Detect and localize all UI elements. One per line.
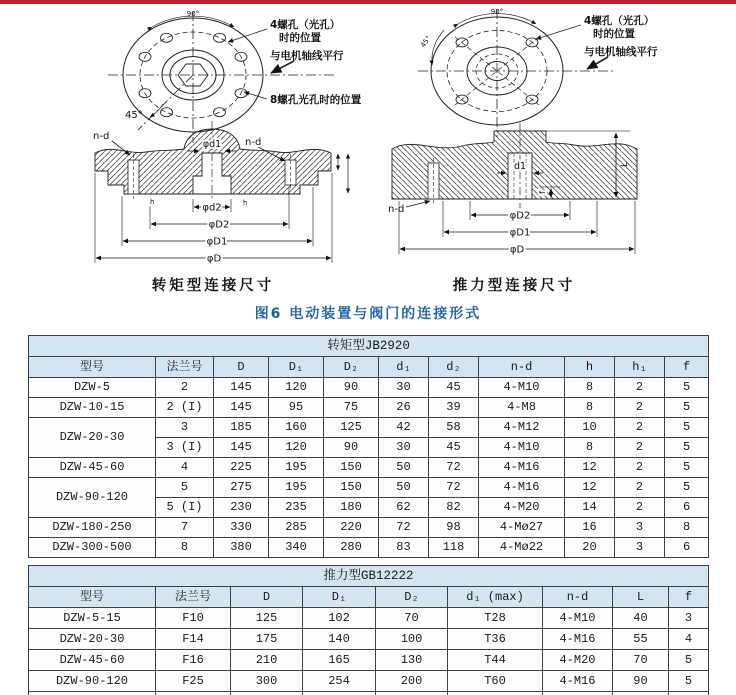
- dim-D2-label: φD2: [208, 219, 230, 231]
- table-row: [29, 608, 709, 629]
- data-cell: 4-M16: [543, 671, 613, 692]
- clipped-cell: [376, 692, 448, 695]
- torque-spec-table: [28, 335, 709, 558]
- data-cell: 6: [665, 538, 709, 558]
- data-cell: 16: [565, 518, 615, 538]
- thrust-spec-table: [28, 565, 709, 695]
- data-cell: 120: [269, 378, 324, 398]
- data-cell: 145: [214, 438, 269, 458]
- column-header: f: [665, 357, 709, 378]
- annotation-8holes: 8螺孔光孔时的位置: [270, 94, 362, 106]
- data-cell: F10: [156, 608, 231, 629]
- dim-nd-right-label: n-d: [245, 137, 262, 148]
- data-cell: 5 (I): [156, 498, 214, 518]
- data-cell: 2: [615, 438, 665, 458]
- dim-h-right-label: h: [243, 199, 248, 207]
- column-header: 法兰号: [156, 357, 214, 378]
- clipped-cell: [303, 692, 376, 695]
- dim-L-label: L: [620, 161, 630, 167]
- clipped-cell: [543, 692, 613, 695]
- data-cell: 58: [429, 418, 479, 438]
- data-cell: 2: [615, 418, 665, 438]
- model-cell: DZW-20-30: [29, 629, 156, 650]
- data-cell: 330: [214, 518, 269, 538]
- table-row: [29, 650, 709, 671]
- data-cell: 26: [379, 398, 429, 418]
- clipped-cell: [448, 692, 543, 695]
- clipped-cell: [613, 692, 669, 695]
- data-cell: 165: [303, 650, 376, 671]
- figure-area: [0, 3, 736, 303]
- column-header: n-d: [543, 587, 613, 608]
- data-cell: 2: [615, 478, 665, 498]
- data-cell: 4-M20: [479, 498, 565, 518]
- clipped-cell: [231, 692, 303, 695]
- data-cell: 185: [214, 418, 269, 438]
- angle-90-label: 90°: [186, 10, 200, 18]
- data-cell: 254: [303, 671, 376, 692]
- data-cell: 130: [376, 650, 448, 671]
- data-cell: 200: [376, 671, 448, 692]
- thrust-flange-top-view: [418, 9, 614, 137]
- dim-h-left-label: h: [150, 198, 155, 206]
- data-cell: 125: [231, 608, 303, 629]
- data-cell: 82: [429, 498, 479, 518]
- data-cell: 2: [615, 378, 665, 398]
- table-row: [29, 518, 709, 538]
- model-cell: DZW-45-60: [29, 458, 156, 478]
- data-cell: 4: [669, 629, 709, 650]
- data-cell: 8: [565, 438, 615, 458]
- data-cell: 5: [665, 418, 709, 438]
- data-cell: 2: [615, 498, 665, 518]
- dim-nd-left-label: n-d: [93, 131, 110, 142]
- annotation-4holes-line1: 4螺孔（光孔）: [584, 15, 655, 27]
- data-cell: 5: [665, 398, 709, 418]
- data-cell: 8: [665, 518, 709, 538]
- data-cell: 8: [565, 378, 615, 398]
- data-cell: 5: [669, 650, 709, 671]
- clipped-cell: [29, 692, 156, 695]
- data-cell: 150: [324, 478, 379, 498]
- data-cell: 12: [565, 478, 615, 498]
- column-header: d₂: [429, 357, 479, 378]
- dim-D1-label: φD1: [206, 236, 228, 248]
- data-cell: 5: [665, 378, 709, 398]
- data-cell: 4-M10: [543, 608, 613, 629]
- dim-D2-label: φD2: [509, 210, 531, 222]
- column-header: D: [214, 357, 269, 378]
- column-header: D: [231, 587, 303, 608]
- data-cell: 225: [214, 458, 269, 478]
- model-cell: DZW-90-120: [29, 671, 156, 692]
- data-cell: 4-Mø22: [479, 538, 565, 558]
- model-cell: DZW-45-60: [29, 650, 156, 671]
- data-cell: 42: [379, 418, 429, 438]
- data-cell: 50: [379, 478, 429, 498]
- data-cell: 4-M20: [543, 650, 613, 671]
- torque-section-view: [93, 121, 348, 294]
- column-header: D₂: [324, 357, 379, 378]
- column-header: h₁: [615, 357, 665, 378]
- annotation-parallel: 与电机轴线平行: [584, 46, 658, 58]
- data-cell: 72: [429, 458, 479, 478]
- table-row: [29, 378, 709, 398]
- data-cell: 160: [269, 418, 324, 438]
- column-header: 型号: [29, 357, 156, 378]
- column-header: 法兰号: [156, 587, 231, 608]
- data-cell: 120: [269, 438, 324, 458]
- dim-D1-label: φD1: [509, 227, 531, 239]
- clipped-cell: [669, 692, 709, 695]
- annotation-4holes-line2: 时的位置: [279, 32, 321, 44]
- angle-45-label: 45°: [419, 34, 433, 50]
- data-cell: 30: [379, 378, 429, 398]
- data-cell: 2: [615, 458, 665, 478]
- data-cell: 83: [379, 538, 429, 558]
- table-row: [29, 629, 709, 650]
- data-cell: 30: [379, 438, 429, 458]
- model-cell: DZW-5: [29, 378, 156, 398]
- data-cell: 8: [156, 538, 214, 558]
- dim-nd-label: n-d: [388, 204, 405, 215]
- data-cell: 150: [324, 458, 379, 478]
- data-cell: 145: [214, 398, 269, 418]
- model-cell: DZW-90-120: [29, 478, 156, 518]
- dim-D-label: φD: [206, 253, 222, 265]
- table-row: [29, 671, 709, 692]
- data-cell: 140: [303, 629, 376, 650]
- technical-drawing: [0, 3, 736, 303]
- data-cell: 10: [565, 418, 615, 438]
- model-cell: DZW-180-250: [29, 518, 156, 538]
- data-cell: 98: [429, 518, 479, 538]
- data-cell: 6: [665, 498, 709, 518]
- dim-D-label: φD: [509, 244, 525, 256]
- header-row: [29, 587, 709, 608]
- data-cell: 220: [324, 518, 379, 538]
- table-title: 推力型GB12222: [29, 566, 709, 587]
- data-cell: 380: [214, 538, 269, 558]
- header-row: [29, 357, 709, 378]
- data-cell: 5: [665, 438, 709, 458]
- column-header: D₁: [303, 587, 376, 608]
- table-row: [29, 398, 709, 418]
- data-cell: 5: [669, 671, 709, 692]
- column-header: d₁ (max): [448, 587, 543, 608]
- data-cell: 5: [156, 478, 214, 498]
- data-cell: F14: [156, 629, 231, 650]
- dim-d1-label: φd1: [202, 139, 222, 150]
- data-cell: T28: [448, 608, 543, 629]
- data-cell: 100: [376, 629, 448, 650]
- column-header: h: [565, 357, 615, 378]
- model-cell: DZW-300-500: [29, 538, 156, 558]
- data-cell: 145: [214, 378, 269, 398]
- clipped-row: [29, 692, 709, 695]
- data-cell: 3: [669, 608, 709, 629]
- data-cell: 3: [615, 518, 665, 538]
- column-header: 型号: [29, 587, 156, 608]
- dim-d2-label: φd2: [202, 202, 222, 214]
- data-cell: 300: [231, 671, 303, 692]
- data-cell: 3: [156, 418, 214, 438]
- dim-f-label: f: [538, 191, 547, 194]
- data-cell: 62: [379, 498, 429, 518]
- data-cell: 230: [214, 498, 269, 518]
- table-title: 转矩型JB2920: [29, 336, 709, 357]
- data-cell: 4-M16: [479, 478, 565, 498]
- data-cell: T44: [448, 650, 543, 671]
- data-cell: 70: [376, 608, 448, 629]
- clipped-cell: [156, 692, 231, 695]
- figure-caption: 图6 电动装置与阀门的连接形式: [254, 306, 482, 322]
- data-cell: 40: [613, 608, 669, 629]
- data-cell: F25: [156, 671, 231, 692]
- column-header: d₁: [379, 357, 429, 378]
- data-cell: 180: [324, 498, 379, 518]
- data-cell: 14: [565, 498, 615, 518]
- data-cell: 285: [269, 518, 324, 538]
- data-cell: 4-M10: [479, 378, 565, 398]
- data-cell: 90: [324, 378, 379, 398]
- data-cell: 4-M8: [479, 398, 565, 418]
- data-cell: 118: [429, 538, 479, 558]
- data-cell: 12: [565, 458, 615, 478]
- data-cell: 5: [665, 478, 709, 498]
- data-cell: 70: [613, 650, 669, 671]
- table-body: [29, 378, 709, 558]
- data-cell: 7: [156, 518, 214, 538]
- torque-section-caption: 转矩型连接尺寸: [151, 278, 275, 294]
- data-cell: 8: [565, 398, 615, 418]
- column-header: D₂: [376, 587, 448, 608]
- table-row: [29, 458, 709, 478]
- data-cell: 95: [269, 398, 324, 418]
- data-cell: 125: [324, 418, 379, 438]
- data-cell: 4: [156, 458, 214, 478]
- data-cell: 3 (I): [156, 438, 214, 458]
- data-cell: 4-M10: [479, 438, 565, 458]
- data-cell: 235: [269, 498, 324, 518]
- data-cell: 4-M16: [479, 458, 565, 478]
- annotation-4holes-line1: 4螺孔（光孔）: [270, 19, 341, 31]
- data-cell: 2 (I): [156, 398, 214, 418]
- data-cell: 55: [613, 629, 669, 650]
- data-cell: 39: [429, 398, 479, 418]
- data-cell: 90: [324, 438, 379, 458]
- data-cell: 102: [303, 608, 376, 629]
- angle-45-label: 45°: [125, 110, 143, 121]
- data-cell: 72: [379, 518, 429, 538]
- data-cell: 340: [269, 538, 324, 558]
- model-cell: DZW-10-15: [29, 398, 156, 418]
- data-cell: 4-M16: [543, 629, 613, 650]
- data-cell: 45: [429, 378, 479, 398]
- data-cell: 195: [269, 458, 324, 478]
- data-cell: 5: [665, 458, 709, 478]
- data-cell: 75: [324, 398, 379, 418]
- annotation-parallel: 与电机轴线平行: [270, 50, 344, 62]
- data-cell: 45: [429, 438, 479, 458]
- data-cell: T60: [448, 671, 543, 692]
- dim-d1-label: d1: [513, 161, 527, 172]
- data-cell: 3: [615, 538, 665, 558]
- data-cell: 275: [214, 478, 269, 498]
- data-cell: 50: [379, 458, 429, 478]
- column-header: L: [613, 587, 669, 608]
- data-cell: 20: [565, 538, 615, 558]
- data-cell: 2: [156, 378, 214, 398]
- data-cell: 90: [613, 671, 669, 692]
- table-row: [29, 478, 709, 498]
- data-cell: 72: [429, 478, 479, 498]
- angle-90-label: 90°: [490, 8, 504, 16]
- annotation-4holes-line2: 时的位置: [593, 28, 635, 40]
- table-row: [29, 538, 709, 558]
- column-header: n-d: [479, 357, 565, 378]
- data-cell: 210: [231, 650, 303, 671]
- data-cell: 195: [269, 478, 324, 498]
- data-cell: 4-M12: [479, 418, 565, 438]
- data-cell: F16: [156, 650, 231, 671]
- table-row: [29, 418, 709, 438]
- column-header: D₁: [269, 357, 324, 378]
- data-cell: T36: [448, 629, 543, 650]
- data-cell: 2: [615, 398, 665, 418]
- thrust-section-view: [388, 123, 637, 294]
- data-cell: 175: [231, 629, 303, 650]
- data-cell: 280: [324, 538, 379, 558]
- table-body: [29, 608, 709, 695]
- model-cell: DZW-20-30: [29, 418, 156, 458]
- thrust-section-caption: 推力型连接尺寸: [452, 278, 576, 294]
- model-cell: DZW-5-15: [29, 608, 156, 629]
- data-cell: 4-Mø27: [479, 518, 565, 538]
- column-header: f: [669, 587, 709, 608]
